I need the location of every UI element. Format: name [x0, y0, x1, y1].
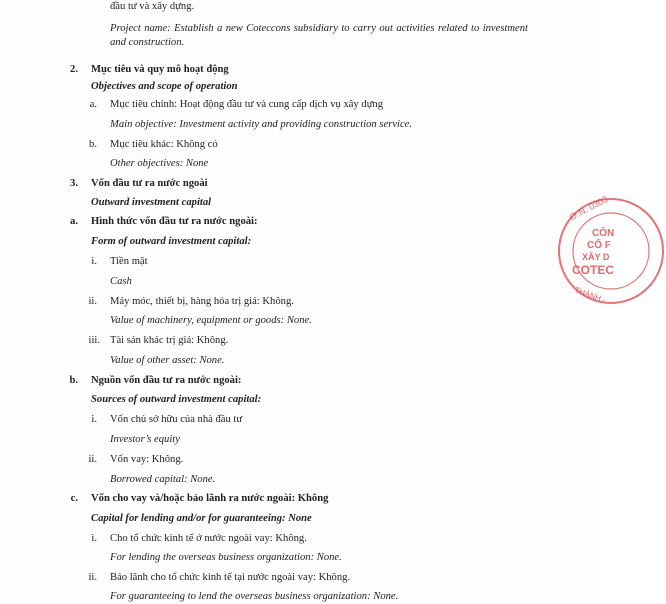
subsection-heading-en: Sources of outward investment capital:: [91, 394, 262, 405]
item-number: a.: [89, 99, 97, 110]
subsection-number: c.: [70, 493, 78, 504]
svg-text:CỔ F: CỔ F: [587, 240, 611, 251]
item-text-vi: Mục tiêu khác: Không có: [110, 139, 218, 150]
section-heading-en: Outward investment capital: [91, 197, 212, 208]
item-text-vi: Vốn vay: Không.: [110, 454, 184, 465]
item-text-vi: Mục tiêu chính: Hoạt động đầu tư và cung cấp dịch vụ xây dựng: [110, 99, 384, 110]
item-number: ii.: [88, 296, 97, 307]
item-text-vi: Tiền mặt: [110, 256, 148, 267]
section-number: 2.: [70, 64, 78, 75]
subsection-number: a.: [70, 216, 78, 227]
item-text-en: Investor’s equity: [110, 434, 180, 445]
item-text-en: For guaranteeing to lend the overseas business organization: None.: [110, 591, 399, 602]
item-text-en: Cash: [110, 276, 132, 287]
subsection-heading-en: Capital for lending and/or for guaranteeing: None: [91, 513, 312, 524]
item-text-vi: Máy móc, thiết bị, hàng hóa trị giá: Không.: [110, 296, 294, 307]
item-number: i.: [91, 533, 97, 544]
svg-text:XÂY D: XÂY D: [582, 252, 610, 262]
item-number: i.: [91, 256, 97, 267]
item-text-vi: Cho tổ chức kinh tế ở nước ngoài vay: Không.: [110, 533, 307, 544]
item-text-en: Value of machinery, equipment or goods: None.: [110, 315, 312, 326]
item-text-en: Main objective: Investment activity and providing construction service.: [110, 119, 413, 130]
subsection-heading-en: Form of outward investment capital:: [91, 236, 252, 247]
item-text-en: Value of other asset: None.: [110, 355, 225, 366]
section-heading-vi: Vốn đầu tư ra nước ngoài: [91, 178, 208, 189]
company-seal-stamp: [556, 193, 666, 306]
item-text-vi: Vốn chủ sở hữu của nhà đầu tư: [110, 414, 243, 425]
item-number: ii.: [88, 454, 97, 465]
section-heading-en: Objectives and scope of operation: [91, 81, 238, 92]
item-text-en: Borrowed capital: None.: [110, 474, 216, 485]
item-text-en: For lending the overseas business organization: None.: [110, 552, 342, 563]
item-number: b.: [89, 139, 97, 150]
subsection-number: b.: [69, 375, 78, 386]
text-line: đầu tư và xây dựng.: [110, 1, 195, 12]
svg-text:THÀNH -: THÀNH -: [573, 285, 607, 305]
project-name-en: Project name: Establish a new Coteccons subsidiary to carry out activities related to investment and construction.: [110, 23, 528, 48]
subsection-heading-vi: Vốn cho vay và/hoặc bảo lãnh ra nước ngoài: Không: [91, 493, 329, 504]
item-number: iii.: [88, 335, 100, 346]
item-text-vi: Bảo lãnh cho tổ chức kinh tế tại nước ngoài vay: Không.: [110, 572, 351, 583]
item-number: i.: [91, 414, 97, 425]
svg-text:COTEC: COTEC: [572, 263, 614, 277]
item-text-vi: Tài sản khác trị giá: Không.: [110, 335, 229, 346]
item-number: ii.: [88, 572, 97, 583]
svg-text:Ơ.N. 0303: Ơ.N. 0303: [567, 193, 610, 223]
subsection-heading-vi: Hình thức vốn đầu tư ra nước ngoài:: [91, 216, 258, 227]
svg-text:CÔN: CÔN: [592, 228, 615, 239]
subsection-heading-vi: Nguồn vốn đầu tư ra nước ngoài:: [91, 375, 242, 386]
item-text-en: Other objectives: None: [110, 158, 209, 169]
section-heading-vi: Mục tiêu và quy mô hoạt động: [91, 64, 229, 75]
section-number: 3.: [70, 178, 78, 189]
